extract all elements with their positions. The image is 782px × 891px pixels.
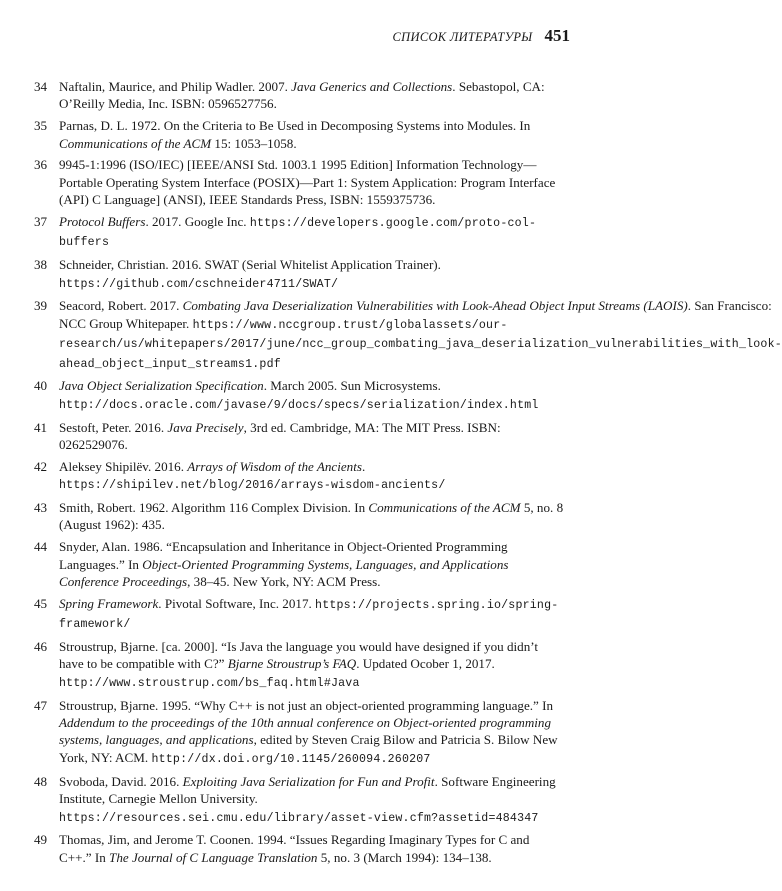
reference-title: Spring Framework (59, 595, 159, 611)
reference-segment: . San Francisco: NCC Group Whitepaper. (59, 298, 772, 331)
reference-text (59, 458, 564, 495)
reference-segment: 5, no. 3 (March 1994): 134–138. (317, 849, 492, 865)
reference-number: 38 (34, 257, 48, 273)
reference-segment: 5, no. 8 (August 1962): 435. (59, 500, 564, 533)
reference-url: http://dx.doi.org/10.1145/260094.260207 (151, 752, 431, 766)
reference-item (34, 499, 564, 534)
reference-text (59, 638, 564, 692)
reference-title: Combating Java Deserialization Vulnerabilities with Look-Ahead Object Input Streams (LAOIS) (182, 298, 688, 314)
reference-segment: . March 2005. Sun Microsystems. (263, 378, 441, 394)
reference-segment: . Pivotal Software, Inc. 2017. (158, 595, 316, 611)
reference-text (59, 256, 564, 293)
reference-url: http://www.stroustrup.com/bs_faq.html#Java (59, 676, 360, 690)
reference-segment: Stroustrup, Bjarne. 1995. “Why C++ is not just an object-oriented programming language.” In (59, 697, 554, 713)
reference-item (34, 213, 564, 252)
reference-item (34, 297, 782, 373)
reference-item (34, 419, 564, 454)
reference-text (59, 595, 564, 634)
reference-segment: . (361, 458, 366, 474)
page-number: 451 (544, 26, 570, 45)
reference-segment: 15: 1053–1058. (211, 135, 297, 151)
reference-title: Exploiting Java Serialization for Fun and Profit (182, 773, 435, 789)
reference-segment: Snyder, Alan. 1986. “Encapsulation and Inheritance in Object-Oriented Programming Languages.” In (59, 539, 508, 572)
reference-url: https://projects.spring.io/spring-framework/ (59, 598, 559, 632)
reference-segment: , 38–45. New York, NY: ACM Press. (187, 574, 381, 590)
reference-segment: Parnas, D. L. 1972. On the Criteria to Be Used in Decomposing Systems into Modules. In (59, 118, 531, 134)
reference-list (34, 78, 782, 871)
reference-number: 44 (34, 539, 48, 555)
reference-text (59, 213, 564, 252)
reference-number: 43 (34, 500, 48, 516)
reference-url: https://developers.google.com/proto-col-buffers (59, 217, 537, 250)
reference-text (59, 297, 782, 373)
reference-url: https://github.com/cschneider4711/SWAT/ (59, 277, 339, 291)
reference-segment: . Updated Ocober 1, 2017. (356, 656, 495, 672)
reference-number: 45 (34, 595, 48, 611)
reference-item (34, 595, 564, 634)
reference-item (34, 156, 564, 208)
reference-text (59, 697, 564, 769)
reference-title: Java Precisely (167, 419, 244, 435)
reference-segment: , 3rd ed. Cambridge, MA: The MIT Press. ISBN: 0262529076. (59, 419, 501, 453)
reference-number: 35 (34, 118, 48, 134)
reference-segment: Sestoft, Peter. 2016. (59, 419, 168, 435)
reference-title: Addendum to the proceedings of the 10th annual conference on Object-oriented programming systems, languages, and applications (59, 715, 552, 748)
reference-text (59, 156, 564, 208)
reference-segment: , edited by Steven Craig Bilow and Patricia S. Bilow New York, NY: ACM. (59, 732, 558, 765)
reference-number: 49 (34, 832, 48, 848)
reference-text (59, 117, 564, 152)
reference-url: https://shipilev.net/blog/2016/arrays-wisdom-ancients/ (59, 479, 446, 493)
reference-title: Object-Oriented Programming Systems, Languages, and Applications Conference Proceedings (59, 556, 509, 590)
reference-text (59, 78, 564, 113)
running-head: СПИСОК ЛИТЕРАТУРЫ (392, 30, 533, 44)
reference-text (59, 419, 564, 454)
reference-item (34, 78, 564, 113)
reference-item (34, 458, 564, 495)
reference-segment: 9945-1:1996 (ISO/IEC) [IEEE/ANSI Std. 1003.1 1995 Edition] Information Technology—Portable Operating System Interface (POSIX)—Part 1: System Application: Program Interface (API) C Language] (ANSI), IEEE Standards Press, ISBN: 1559375736. (59, 157, 556, 208)
reference-segment: Stroustrup, Bjarne. [ca. 2000]. “Is Java the language you would have designed if you didn’t have to be compatible with C?” (59, 639, 539, 672)
reference-url: https://resources.sei.cmu.edu/library/asset-view.cfm?assetid=484347 (59, 811, 539, 825)
reference-item (34, 538, 564, 590)
reference-item (34, 377, 564, 414)
reference-url: https://www.nccgroup.trust/globalassets/our-research/us/whitepapers/2017/june/ncc_group_combating_java_deserialization_vulnerabilities_with_look-ahead_object_input_streams1.pdf (59, 318, 782, 371)
reference-segment: Smith, Robert. 1962. Algorithm 116 Complex Division. In (59, 500, 369, 516)
reference-title: Arrays of Wisdom of the Ancients (187, 458, 362, 474)
reference-segment: Seacord, Robert. 2017. (59, 298, 183, 314)
reference-number: 39 (34, 298, 48, 314)
reference-number: 41 (34, 419, 48, 435)
reference-item (34, 256, 564, 293)
reference-segment: . Sebastopol, CA: O’Reilly Media, Inc. ISBN: 0596527756. (59, 79, 545, 112)
reference-title: Communications of the ACM (59, 135, 212, 151)
reference-item (34, 638, 564, 692)
reference-title: Java Generics and Collections (291, 79, 453, 94)
reference-item (34, 773, 564, 827)
reference-item (34, 117, 564, 152)
reference-segment: Aleksey Shipilёv. 2016. (59, 458, 188, 474)
reference-item (34, 697, 564, 769)
page-header (30, 26, 570, 50)
reference-text (59, 773, 564, 827)
reference-text (59, 831, 564, 866)
reference-title: Bjarne Stroustrup’s FAQ (227, 656, 357, 672)
reference-title: Protocol Buffers (59, 214, 146, 230)
reference-title: The Journal of C Language Translation (109, 849, 318, 865)
reference-text (59, 499, 564, 534)
reference-text (59, 377, 564, 414)
reference-number: 36 (34, 157, 48, 173)
reference-text (59, 538, 564, 590)
reference-url: http://docs.oracle.com/javase/9/docs/specs/serialization/index.html (59, 398, 539, 412)
reference-number: 37 (34, 214, 48, 230)
reference-segment: . 2017. Google Inc. (145, 214, 250, 230)
reference-number: 47 (34, 697, 48, 713)
reference-number: 40 (34, 378, 48, 394)
reference-segment: . Software Engineering Institute, Carnegie Mellon University. (59, 773, 556, 807)
reference-segment: Naftalin, Maurice, and Philip Wadler. 2007. (59, 79, 292, 94)
reference-number: 34 (34, 79, 48, 94)
reference-number: 48 (34, 773, 48, 789)
reference-title: Communications of the ACM (368, 500, 521, 516)
reference-segment: Schneider, Christian. 2016. SWAT (Serial Whitelist Application Trainer). (59, 257, 441, 273)
reference-segment: Thomas, Jim, and Jerome T. Coonen. 1994. “Issues Regarding Imaginary Types for C and C++.” In (59, 832, 530, 865)
reference-title: Java Object Serialization Specification (59, 378, 264, 394)
reference-number: 46 (34, 639, 48, 655)
reference-item (34, 831, 564, 866)
reference-number: 42 (34, 458, 48, 474)
reference-segment: Svoboda, David. 2016. (59, 773, 183, 789)
